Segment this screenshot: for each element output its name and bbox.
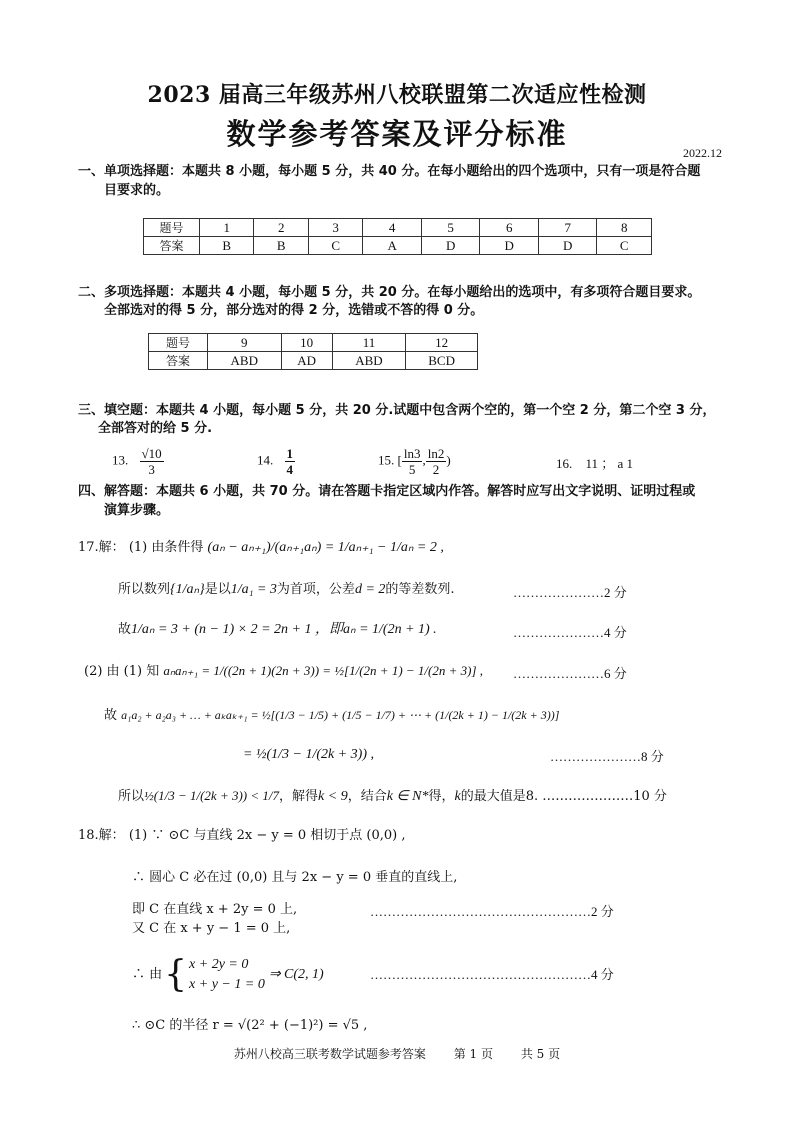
fraction-numerator: ln3 — [403, 446, 421, 461]
section2-heading-cont: 全部选对的得 5 分，部分选对的得 2 分，选错或不答的得 0 分。 — [104, 303, 484, 318]
separator: , — [422, 452, 426, 468]
section3-heading-cont: 全部答对的给 5 分. — [98, 421, 213, 436]
score-marker: ……………………………………………2 分 — [370, 904, 614, 919]
problem-17-line3 — [118, 620, 437, 640]
answer-cell: ABD — [208, 352, 282, 370]
fill-answer-13 — [112, 446, 164, 477]
question-label: 13. — [112, 452, 129, 468]
fraction-denominator: 4 — [286, 462, 293, 477]
step-text: 为首项，公差 — [276, 582, 355, 597]
step-text: ∴ 由 — [132, 967, 163, 982]
question-label: 15. — [378, 452, 395, 468]
step-text: 的最大值是8. …………………10 分 — [460, 789, 667, 804]
score-marker: ……………………………………………4 分 — [370, 967, 614, 982]
question-number: 10 — [281, 334, 332, 352]
math-expression: 1/aₙ = 3 + (n − 1) × 2 = 2n + 1 ，即 — [131, 622, 343, 637]
table-row — [149, 352, 478, 370]
math-expression: aₙ = 1/(2n + 1) . — [343, 622, 437, 637]
problem-18-line1 — [78, 826, 406, 846]
problem-18-line3: 即 C 在直线 x + 2y = 0 上, — [132, 902, 298, 917]
answer-cell: B — [200, 237, 254, 255]
bracket: ) — [446, 452, 451, 468]
step-text: 故 — [104, 708, 118, 723]
fraction-denominator: 2 — [432, 462, 440, 477]
fraction-numerator: ln2 — [427, 446, 445, 461]
score-marker: …………………2 分 — [513, 585, 627, 600]
section1-answer-table — [143, 218, 652, 255]
answer-cell: A — [363, 237, 422, 255]
bracket: [ — [397, 452, 402, 468]
problem-18-line5 — [132, 955, 324, 995]
problem-17-line2 — [118, 580, 455, 600]
equation: x + 2y = 0 — [189, 957, 249, 972]
row-label: 题号 — [144, 219, 200, 237]
math-expression: k < 9 — [318, 789, 348, 804]
math-expression: k — [454, 789, 461, 804]
math-expression: = ½(1/3 − 1/(2k + 3)) , — [243, 747, 374, 762]
answer-cell: D — [421, 237, 480, 255]
step-text: 是以 — [204, 582, 231, 597]
step-text: 故 — [118, 622, 132, 637]
answer-cell: D — [538, 237, 597, 255]
question-number: 11 — [332, 334, 406, 352]
footer-page: 第 1 页 — [453, 1047, 493, 1061]
answer-cell: C — [597, 237, 652, 255]
section2-heading: 二、多项选择题：本题共 4 小题，每小题 5 分，共 20 分。在每小题给出的选项中，有多项符合题目要求。 — [78, 285, 701, 300]
fill-answer-16 — [556, 454, 633, 474]
step-text: (1) 由条件得 — [128, 540, 204, 555]
question-number: 6 — [480, 219, 539, 237]
score-marker: …………………4 分 — [513, 625, 627, 640]
section2-answer-table — [148, 333, 478, 370]
brace-icon: { — [164, 954, 188, 995]
document-title: 2023 届高三年级苏州八校联盟第二次适应性检测 — [147, 82, 647, 108]
section1-heading: 一、单项选择题：本题共 8 小题，每小题 5 分，共 40 分。在每小题给出的四个选项中，只有一项是符合题 — [78, 164, 701, 179]
table-row — [144, 219, 652, 237]
question-label: 14. — [257, 452, 274, 468]
problem-17-line5 — [104, 705, 559, 726]
answer-cell: AD — [281, 352, 332, 370]
math-expression: ½(1/3 − 1/(2k + 3)) < 1/7 — [144, 788, 280, 803]
document-subtitle: 数学参考答案及评分标准 — [226, 117, 568, 151]
answer-cell: B — [254, 237, 308, 255]
step-text: 的等差数列. — [385, 582, 455, 597]
fraction-numerator: √10 — [141, 446, 162, 461]
row-label: 答案 — [144, 237, 200, 255]
answer-cell: C — [308, 237, 362, 255]
fraction-numerator: 1 — [286, 446, 293, 461]
step-text: 得， — [428, 789, 455, 804]
problem-17-line6 — [243, 745, 374, 765]
document-date: 2022.12 — [683, 146, 722, 160]
footer-total: 共 5 页 — [520, 1047, 561, 1061]
problem-18-line2: ∴ 圆心 C 必在过 (0,0) 且与 2x − y = 0 垂直的直线上, — [132, 870, 458, 885]
fraction-denominator: 3 — [148, 462, 155, 477]
section4-heading: 四、解答题：本题共 6 小题，共 70 分。请在答题卡指定区域内作答。解答时应写出文字说明、证明过程或 — [78, 484, 696, 499]
question-number: 9 — [208, 334, 282, 352]
question-number: 12 — [406, 334, 478, 352]
fill-answer-14 — [257, 446, 295, 477]
equation: x + y − 1 = 0 — [189, 977, 265, 992]
footer-source: 苏州八校高三联考数学试题参考答案 — [233, 1047, 426, 1061]
math-expression: (aₙ − aₙ₊₁)/(aₙ₊₁aₙ) = 1/aₙ₊₁ − 1/aₙ = 2 , — [207, 540, 444, 555]
answer-cell: BCD — [406, 352, 478, 370]
question-number: 3 — [308, 219, 362, 237]
step-text: 所以 — [118, 789, 145, 804]
page-footer — [0, 1045, 794, 1062]
score-marker: …………………6 分 — [513, 666, 627, 681]
step-text: (2) 由 (1) 知 — [84, 664, 160, 679]
equation-system — [189, 955, 265, 995]
answer-cell: D — [480, 237, 539, 255]
problem-18-line4: 又 C 在 x + y − 1 = 0 上, — [132, 921, 291, 936]
math-expression: k ∈ N* — [386, 789, 429, 804]
section1-heading-cont: 目要求的。 — [104, 183, 170, 198]
step-text: 所以数列 — [118, 582, 171, 597]
question-number: 8 — [597, 219, 652, 237]
score-marker: …………………8 分 — [550, 749, 664, 764]
step-text: ，结合 — [347, 789, 387, 804]
table-row — [149, 334, 478, 352]
section3-heading: 三、填空题：本题共 4 小题，每小题 5 分，共 20 分.试题中包含两个空的，第一个空 2 分，第二个空 3 分， — [78, 403, 716, 418]
fraction-denominator: 5 — [408, 462, 416, 477]
section4-heading-cont: 演算步骤。 — [104, 503, 170, 518]
problem-label: 18.解： — [78, 828, 125, 843]
question-number: 2 — [254, 219, 308, 237]
fill-answer-15 — [378, 446, 451, 477]
question-number: 7 — [538, 219, 597, 237]
question-number: 5 — [421, 219, 480, 237]
problem-18-line6: ∴ ⊙C 的半径 r = √(2² + (−1)²) = √5 , — [132, 1018, 368, 1033]
math-expression: 1/a₁ = 3 — [230, 582, 277, 597]
step-text: ，解得 — [279, 789, 319, 804]
question-number: 4 — [363, 219, 422, 237]
problem-label: 17.解： — [78, 540, 125, 555]
answer-cell: ABD — [332, 352, 406, 370]
math-expression: aₙaₙ₊₁ = 1/((2n + 1)(2n + 3)) = ½[1/(2n + 1) − 1/(2n + 3)] , — [163, 663, 484, 678]
step-text: (1) ∵ ⊙C 与直线 2x − y = 0 相切于点 (0,0) , — [128, 828, 406, 843]
math-expression: a₁a₂ + a₂a₃ + … + aₖaₖ₊₁ = ½[(1/3 − 1/5) + (1/5 − 1/7) + ⋯ + (1/(2k + 1) − 1/(2k + 3))] — [121, 708, 560, 722]
problem-17-line4 — [84, 661, 483, 682]
question-label: 16. — [556, 456, 573, 471]
row-label: 答案 — [149, 352, 208, 370]
table-row — [144, 237, 652, 255]
problem-17-line1 — [78, 538, 444, 558]
math-expression: ⇒ C(2, 1) — [268, 967, 324, 982]
math-expression: d = 2 — [354, 582, 386, 597]
math-expression: {1/aₙ} — [170, 582, 205, 597]
answer-text: 11 ； a 1 — [585, 456, 634, 471]
problem-17-line7 — [118, 786, 678, 807]
row-label: 题号 — [149, 334, 208, 352]
question-number: 1 — [200, 219, 254, 237]
